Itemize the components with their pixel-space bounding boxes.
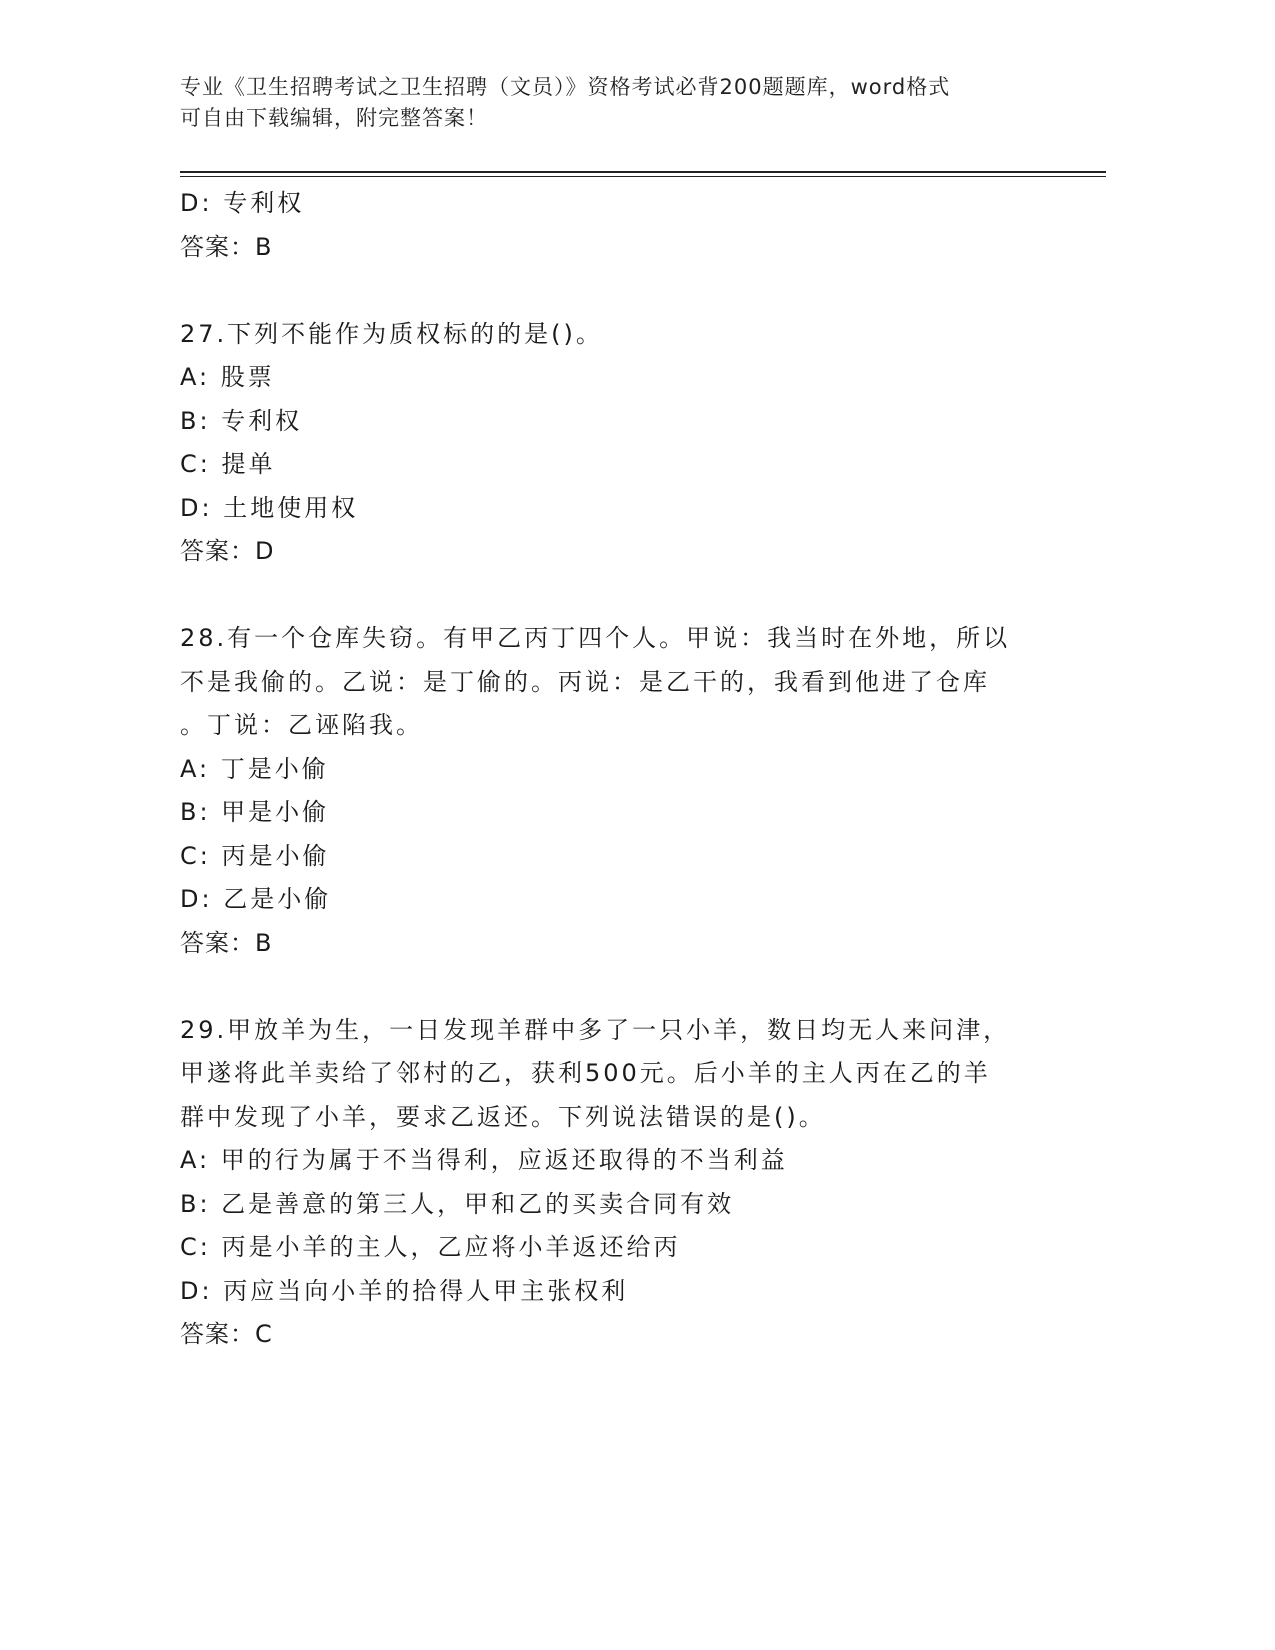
spacer (180, 269, 1060, 313)
option-c: C: 丙是小偷 (180, 841, 330, 870)
question-stem (180, 313, 1040, 357)
question-stem-line: 群中发现了小羊，要求乙返还。下列说法错误的是()。 (180, 1102, 826, 1131)
option-d: D: 乙是小偷 (180, 885, 332, 913)
question-stem-line: 28.有一个仓库失窃。有甲乙丙丁四个人。甲说：我当时在外地，所以 (180, 624, 1011, 652)
spacer (180, 965, 1060, 1009)
option-d: D: 丙应当向小羊的拾得人甲主张权利 (180, 1276, 629, 1305)
document-body (180, 182, 1060, 1357)
document-header (180, 72, 1040, 134)
question-29 (180, 1009, 1060, 1357)
question-stem-line: 不是我偷的。乙说：是丁偷的。丙说：是乙干的，我看到他进了仓库 (180, 667, 990, 696)
option-a: A: 丁是小偷 (180, 754, 329, 783)
question-28 (180, 617, 1060, 965)
question-27 (180, 313, 1060, 574)
answer-line: 答案：B (180, 232, 273, 261)
question-stem-line: 甲遂将此羊卖给了邻村的乙，获利500元。后小羊的主人丙在乙的羊 (180, 1059, 991, 1087)
question-stem-line: 。丁说：乙诬陷我。 (180, 711, 423, 739)
option-d: D: 土地使用权 (180, 493, 359, 522)
question-stem-line: 29.甲放羊为生，一日发现羊群中多了一只小羊，数日均无人来问津， (180, 1015, 1011, 1044)
option-b: B: 专利权 (180, 406, 303, 435)
spacer (180, 574, 1060, 618)
option-c: C: 丙是小羊的主人，乙应将小羊返还给丙 (180, 1233, 681, 1261)
question-stem (180, 617, 1040, 748)
answer-line: 答案：D (180, 537, 275, 565)
question-stem (180, 1009, 1040, 1140)
option-a: A: 甲的行为属于不当得利，应返还取得的不当利益 (180, 1146, 788, 1174)
option-c: C: 提单 (180, 450, 276, 478)
answer-line: 答案：C (180, 1320, 273, 1348)
option-a: A: 股票 (180, 363, 275, 391)
header-rule-thick (180, 171, 1106, 173)
question-stem-line: 27.下列不能作为质权标的的是()。 (180, 319, 603, 348)
previous-question-tail (180, 182, 1060, 269)
header-rule-thin (180, 176, 1106, 177)
option-b: B: 乙是善意的第三人，甲和乙的买卖合同有效 (180, 1189, 735, 1218)
option-d: D: 专利权 (180, 189, 305, 217)
header-title-line-1: 专业《卫生招聘考试之卫生招聘（文员）》资格考试必背200题题库，word格式 (180, 75, 951, 99)
answer-line: 答案：B (180, 928, 273, 957)
option-b: B: 甲是小偷 (180, 798, 330, 826)
header-title-line-2: 可自由下载编辑，附完整答案！ (180, 106, 488, 130)
